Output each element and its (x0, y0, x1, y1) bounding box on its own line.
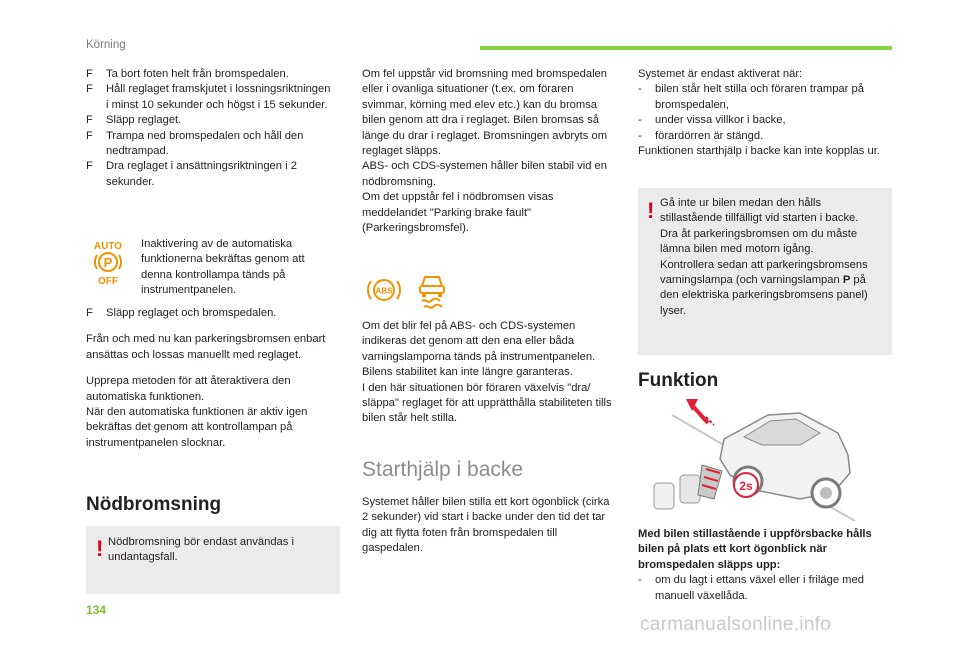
column-3 (638, 67, 890, 159)
step-item: F Dra reglaget i ansättningsriktningen i 2 sekunder. (86, 160, 297, 188)
condition-item: - förardörren är stängd. (638, 129, 764, 142)
step-item: F Ta bort foten helt från bromspedalen. (86, 68, 289, 80)
paragraph: ABS- och CDS-systemen håller bilen stabil vid en nödbromsning. (362, 160, 607, 188)
two-seconds-badge: 2s (739, 479, 753, 493)
paragraph: När den automatiska funktionen är aktiv igen bekräftas det genom att kontrollampan på instrumentpanelen slocknar. (86, 406, 308, 449)
step-item: F Släpp reglaget. (86, 114, 182, 127)
condition-item: - bilen står helt stilla och föraren trampar på bromspedalen, (638, 83, 864, 111)
caption: Med bilen stillastående i uppförsbacke hålls bilen på plats ett kort ögonblick när bromspedalen släpps upp: (638, 528, 872, 571)
paragraph: Systemet håller bilen stilla ett kort ögonblick (cirka 2 sekunder) vid start i backe under den tid det tar dig att flytta foten från bromspedalen till gaspedalen. (362, 496, 610, 555)
emergency-warning-box (86, 526, 340, 594)
column-2-middle (362, 319, 618, 427)
column-2-lower (362, 495, 618, 557)
paragraph: Om det blir fel på ABS- och CDS-systemen indikeras det genom att den ena eller båda varningslamporna tänds på instrumentpanelen. (362, 320, 596, 363)
column-1-lower (86, 306, 338, 451)
abs-warning-icon (364, 272, 404, 308)
off-label: OFF (98, 276, 118, 286)
heading-function: Funktion (638, 370, 719, 391)
exclamation-icon: ! (96, 536, 104, 561)
step-item: F Håll reglaget framskjutet i lossningsriktningen i minst 10 sekunder och högst i 15 sekunder. (86, 83, 331, 111)
warning-text: Nödbromsning bör endast användas i undantagsfall. (108, 536, 294, 564)
watermark: carmanualsonline.info (640, 614, 832, 635)
paragraph: Om det uppstår fel i nödbromsen visas meddelandet "Parking brake fault" (Parkeringsbromsfel). (362, 191, 554, 235)
heading-emergency-braking: Nödbromsning (86, 494, 222, 515)
paragraph: Upprepa metoden för att återaktivera den automatiska funktionen. (86, 375, 291, 403)
section-accent-bar (480, 46, 892, 50)
column-2 (362, 67, 616, 236)
paragraph: Funktionen starthjälp i backe kan inte kopplas ur. (638, 145, 880, 158)
exclamation-icon: ! (647, 198, 655, 223)
p-lamp-letter: P (842, 274, 851, 287)
procedure-steps (86, 67, 336, 190)
paragraph: Om fel uppstår vid bromsning med bromspedalen eller i ovanliga situationer (t.ex. om föraren svimmar, körning med elev etc.) kan du bromsa bilen genom att dra i reglaget. Bilen bromsas så länge du drar i reglaget. Bromsningen avbryts om reglaget släpps. (362, 68, 608, 158)
paragraph: Från och med nu kan parkeringsbromsen enbart ansättas och lossas manuellt med reglaget. (86, 333, 326, 361)
column-3-lower (638, 527, 890, 604)
paragraph: Bilens stabilitet kan inte längre garanteras. (362, 366, 573, 379)
paragraph: I den här situationen bör föraren växelvis "dra/ släppa" reglaget för att upprätthålla stabiliteten tills bilen står helt stilla. (362, 381, 612, 425)
auto-p-off-warning-icon (88, 238, 128, 286)
auto-note: Inaktivering av de automatiska funktionerna bekräftas genom att denna kontrollampa tänds på instrumentpanelen. (141, 238, 305, 297)
stability-control-icon (414, 270, 450, 310)
hill-start-illustration (650, 395, 862, 521)
warning-text: Gå inte ur bilen medan den hålls stillastående tillfälligt vid starten i backe. Dra åt parkeringsbromsen om du måste lämna bilen med motorn igång. Kontrollera sedan att parkeringsbromsens varningslampa (och varningslampan P på den elektriska parkeringsbromsens panel) lyser. (660, 197, 868, 317)
section-label: Körning (86, 39, 126, 51)
step-item: F Trampa ned bromspedalen och håll den nedtrampad. (86, 129, 304, 158)
auto-label: AUTO (93, 241, 123, 252)
page-number: 134 (86, 603, 107, 617)
hill-start-warning-box (638, 188, 892, 355)
p-letter: P (103, 255, 113, 270)
paragraph: Systemet är endast aktiverat när: (638, 68, 803, 80)
condition-item: - under vissa villkor i backe, (638, 114, 786, 127)
step-release: F Släpp reglaget och bromspedalen. (86, 307, 277, 319)
bullet-item: - om du lagt i ettans växel eller i friläge med manuell växellåda. (638, 574, 864, 602)
abs-label: ABS (375, 286, 393, 296)
column-1 (86, 67, 336, 190)
heading-hill-start: Starthjälp i backe (362, 458, 524, 481)
